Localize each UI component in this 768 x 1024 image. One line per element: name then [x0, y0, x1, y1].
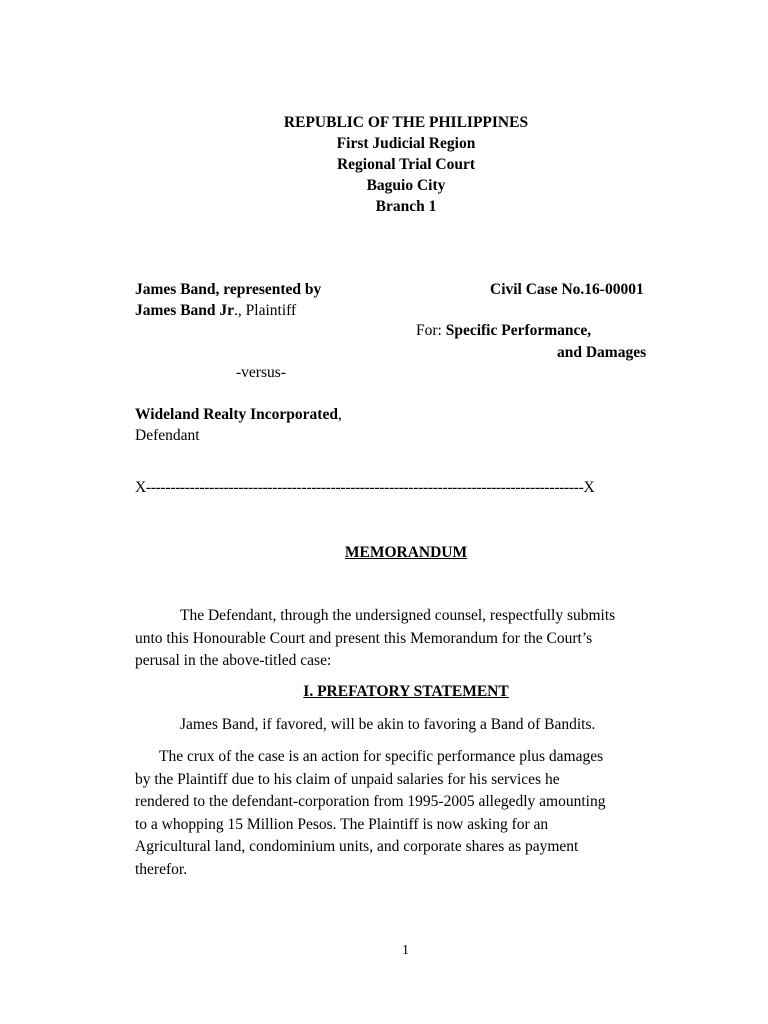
header-branch: Branch 1 [375, 198, 437, 215]
for-value-2: and Damages [557, 344, 647, 361]
defendant-comma: , [337, 406, 342, 423]
crux-line-1: The crux of the case is an action for specific performance plus damages [159, 748, 604, 765]
crux-line-6: therefor. [135, 860, 188, 878]
intro-line-3: perusal in the above-titled case: [135, 652, 332, 669]
crux-line-3: rendered to the defendant-corporation from 1995-2005 allegedly amounting [135, 793, 606, 810]
defendant-label: Defendant [135, 427, 200, 444]
intro-line-2: unto this Honourable Court and present this Memorandum for the Court’s [135, 629, 593, 647]
header-region: First Judicial Region [336, 135, 476, 152]
plaintiff-line-2 [135, 302, 296, 320]
section-heading: I. PREFATORY STATEMENT [303, 683, 509, 700]
court-header [0, 112, 768, 217]
plaintiff-line-1: James Band, represented by [135, 281, 322, 298]
defendant-name: Wideland Realty Incorporated [135, 406, 338, 423]
case-number: Civil Case No.16-00001 [490, 281, 644, 298]
case-nature [416, 322, 591, 340]
crux-paragraph [135, 746, 675, 881]
intro-paragraph [135, 605, 675, 673]
versus-label: -versus- [236, 364, 286, 381]
prefatory-sentence: James Band, if favored, will be akin to favoring a Band of Bandits. [180, 716, 596, 733]
crux-line-2: by the Plaintiff due to his claim of unpaid salaries for his services he [135, 770, 560, 788]
header-court: Regional Trial Court [336, 156, 476, 173]
header-republic: REPUBLIC OF THE PHILIPPINES [283, 114, 529, 131]
for-label: For: [416, 322, 446, 339]
for-value: Specific Performance, [445, 322, 592, 339]
page-number: 1 [402, 943, 409, 958]
crux-line-5: Agricultural land, condominium units, and corporate shares as payment [135, 838, 579, 855]
document-title: MEMORANDUM [344, 544, 468, 561]
crux-line-4: to a whopping 15 Million Pesos. The Plaintiff is now asking for an [135, 815, 549, 833]
caption-divider: X------------------------------------------------------------------------------------------X [135, 479, 595, 496]
plaintiff-name: James Band Jr [135, 302, 235, 319]
header-city: Baguio City [366, 177, 446, 194]
plaintiff-suffix: ., Plaintiff [234, 302, 297, 319]
defendant-line [135, 406, 342, 424]
intro-line-1: The Defendant, through the undersigned counsel, respectfully submits [180, 607, 616, 624]
